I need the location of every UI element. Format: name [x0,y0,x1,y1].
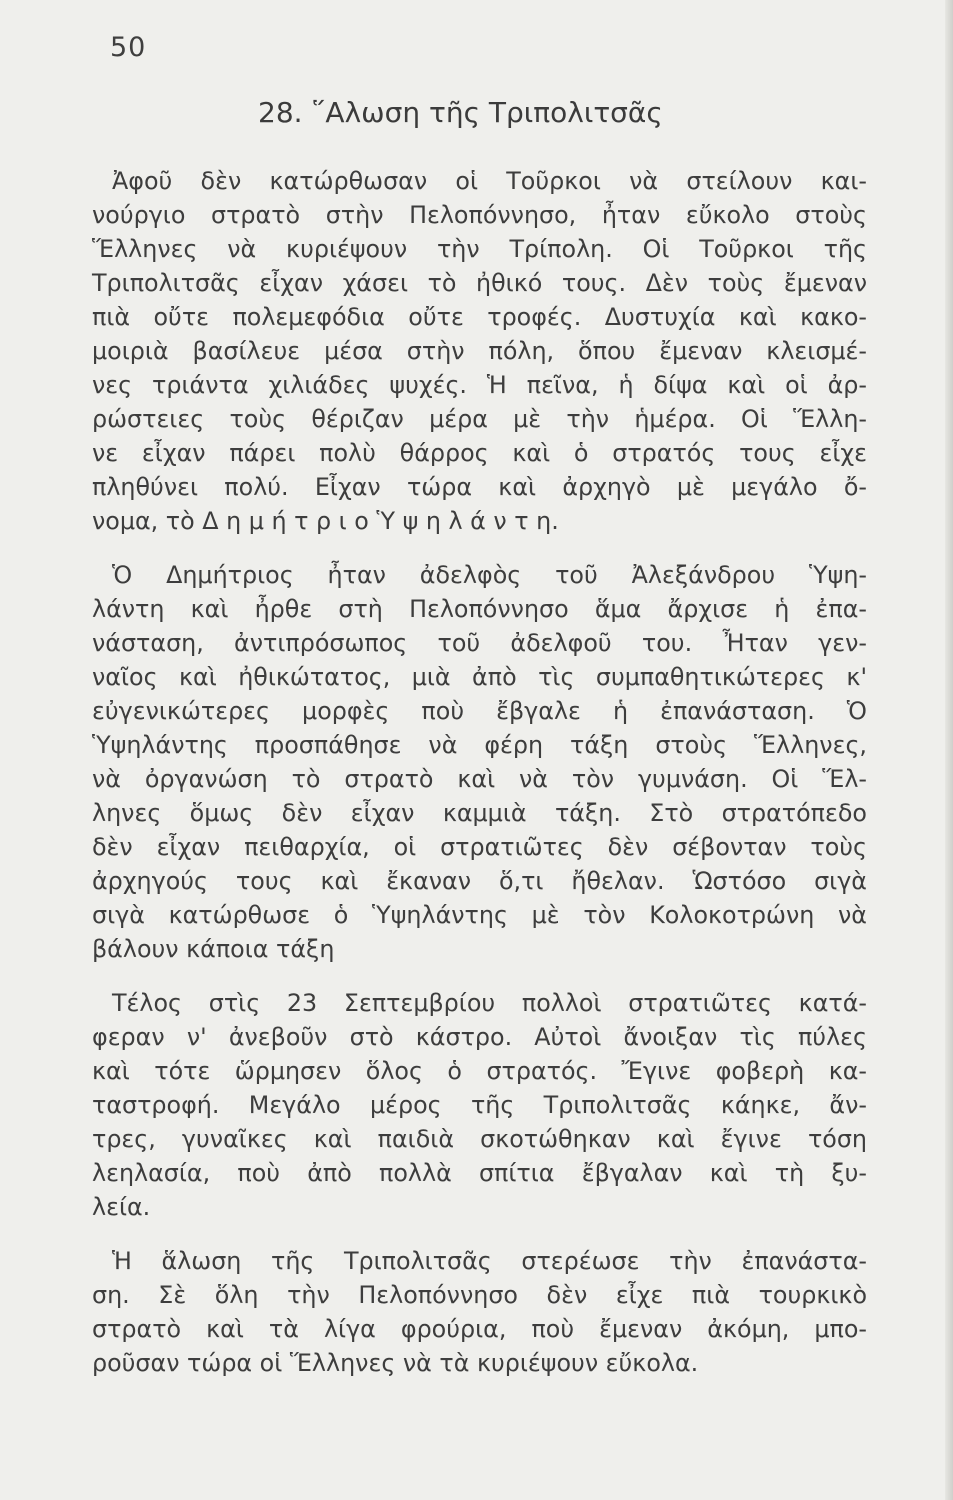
text-line: ληνες ὅμως δὲν εἶχαν καμμιὰ τάξη. Στὸ στρατόπεδο [92,799,867,827]
text-line: ρώστειες τοὺς θέριζαν μέρα μὲ τὴν ἡμέρα. Οἱ Ἕλλη- [92,405,867,433]
text-line: μοιριὰ βασίλευε μέσα στὴν πόλη, ὅπου ἔμεναν κλεισμέ- [92,337,867,365]
page-number: 50 [110,32,147,63]
text-line: στρατὸ καὶ τὰ λίγα φρούρια, ποὺ ἔμεναν ἀκόμη, μπο- [92,1315,867,1343]
text-line: βάλουν κάποια τάξη [92,935,335,963]
text-line: νὰ ὀργανώση τὸ στρατὸ καὶ νὰ τὸν γυμνάση. Οἱ Ἕλ- [92,765,867,793]
text-line: λάντη καὶ ἦρθε στὴ Πελοπόννησο ἅμα ἄρχισε ἡ ἐπα- [92,595,867,623]
text-line: Ἀφοῦ δὲν κατώρθωσαν οἱ Τοῦρκοι νὰ στείλουν και- [112,167,867,195]
text-line: νούργιο στρατὸ στὴν Πελοπόννησο, ἦταν εὔκολο στοὺς [92,201,867,229]
text-line: ναῖος καὶ ἠθικώτατος, μιὰ ἀπὸ τὶς συμπαθητικώτερες κ' [92,663,867,691]
text-line: σιγὰ κατώρθωσε ὁ Ὑψηλάντης μὲ τὸν Κολοκοτρώνη νὰ [92,901,867,929]
text-line: Τέλος στὶς 23 Σεπτεμβρίου πολλοὶ στρατιῶτες κατά- [112,989,867,1017]
text-line: Ὑψηλάντης προσπάθησε νὰ φέρη τάξη στοὺς Ἕλληνες, [92,731,867,759]
text-line: Ἕλληνες νὰ κυριέψουν τὴν Τρίπολη. Οἱ Τοῦρκοι τῆς [92,235,867,263]
text-line: ροῦσαν τώρα οἱ Ἕλληνες νὰ τὰ κυριέψουν εὔκολα. [92,1349,699,1377]
text-line: Ὁ Δημήτριος ἦταν ἀδελφὸς τοῦ Ἀλεξάνδρου Ὑψη- [112,561,867,589]
text-line: δὲν εἶχαν πειθαρχία, οἱ στρατιῶτες δὲν σέβονταν τοὺς [92,833,867,861]
page-edge [945,0,953,1500]
text-line: λεία. [92,1193,151,1221]
text-line: νομα, τὸ Δ η μ ή τ ρ ι ο Ὑ ψ η λ ά ν τ η. [92,507,559,535]
text-line: τρες, γυναῖκες καὶ παιδιὰ σκοτώθηκαν καὶ ἔγινε τόση [92,1125,867,1153]
text-line: πληθύνει πολύ. Εἶχαν τώρα καὶ ἀρχηγὸ μὲ μεγάλο ὄ- [92,473,867,501]
text-line: Ἡ ἅλωση τῆς Τριπολιτσᾶς στερέωσε τὴν ἐπανάστα- [112,1247,867,1275]
text-line: Τριπολιτσᾶς εἶχαν χάσει τὸ ἠθικό τους. Δὲν τοὺς ἔμεναν [92,269,867,297]
text-line: ση. Σὲ ὅλη τὴν Πελοπόννησο δὲν εἶχε πιὰ τουρκικὸ [92,1281,867,1309]
text-line: λεηλασία, ποὺ ἀπὸ πολλὰ σπίτια ἔβγαλαν καὶ τὴ ξυ- [92,1159,867,1187]
text-line: καὶ τότε ὥρμησεν ὅλος ὁ στρατός. Ἔγινε φοβερὴ κα- [92,1057,867,1085]
text-line: ταστροφή. Μεγάλο μέρος τῆς Τριπολιτσᾶς κάηκε, ἄν- [92,1091,867,1119]
text-line: νε εἶχαν πάρει πολὺ θάρρος καὶ ὁ στρατός τους εἶχε [92,439,867,467]
text-line: πιὰ οὔτε πολεμεφόδια οὔτε τροφές. Δυστυχία καὶ κακο- [92,303,867,331]
chapter-title: 28. ῞Αλωση τῆς Τριπολιτσᾶς [258,96,663,129]
text-line: ἀρχηγούς τους καὶ ἔκαναν ὅ,τι ἤθελαν. Ὡστόσο σιγὰ [92,867,867,895]
text-line: νάσταση, ἀντιπρόσωπος τοῦ ἀδελφοῦ του. Ἦταν γεν- [92,629,867,657]
text-line: φεραν ν' ἀνεβοῦν στὸ κάστρο. Αὐτοὶ ἄνοιξαν τὶς πύλες [92,1023,867,1051]
text-line: νες τριάντα χιλιάδες ψυχές. Ἡ πεῖνα, ἡ δίψα καὶ οἱ ἀρ- [92,371,867,399]
text-line: εὐγενικώτερες μορφὲς ποὺ ἔβγαλε ἡ ἐπανάσταση. Ὁ [92,697,867,725]
